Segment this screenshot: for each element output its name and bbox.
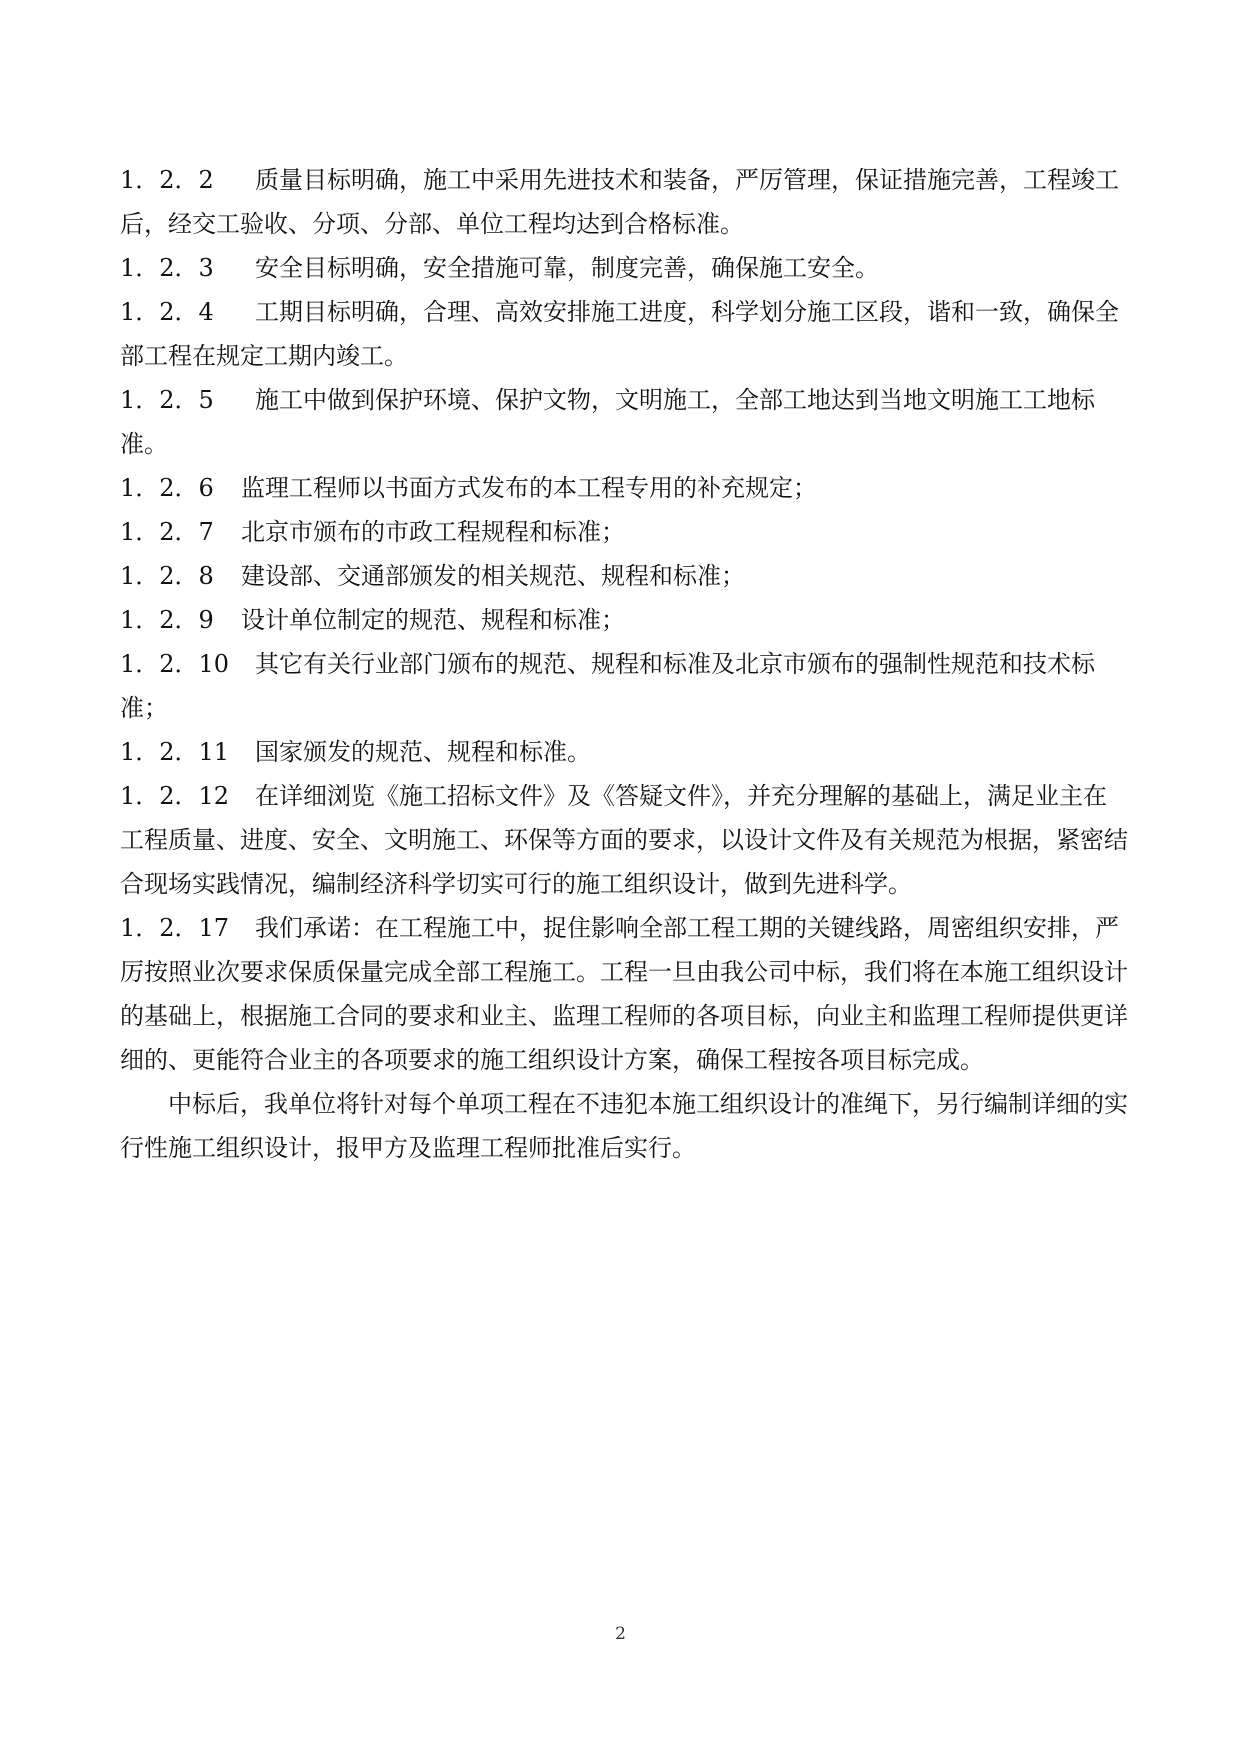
item-number: 1．2．10 xyxy=(120,650,230,678)
item-number: 1．2．12 xyxy=(120,782,230,810)
item-number: 1．2．8 xyxy=(120,562,214,590)
list-item-1-2-10 xyxy=(120,642,1130,730)
list-item-1-2-4 xyxy=(120,290,1130,378)
item-text: 设计单位制定的规范、规程和标准； xyxy=(241,606,625,634)
item-text: 工期目标明确，合理、高效安排施工进度，科学划分施工区段，谐和一致，确保全部工程在规定工期内竣工。 xyxy=(120,298,1119,370)
list-item-1-2-12 xyxy=(120,774,1130,906)
list-item-1-2-7 xyxy=(120,510,1130,554)
item-text: 建设部、交通部颁发的相关规范、规程和标准； xyxy=(241,562,745,590)
item-text: 在详细浏览《施工招标文件》及《答疑文件》，并充分理解的基础上，满足业主在工程质量、进度、安全、文明施工、环保等方面的要求，以设计文件及有关规范为根据，紧密结合现场实践情况，编制经济科学切实可行的施工组织设计，做到先进科学。 xyxy=(120,782,1128,898)
item-number: 1．2．3 xyxy=(120,254,214,282)
item-number: 1．2．5 xyxy=(120,386,214,414)
item-number: 1．2．4 xyxy=(120,298,214,326)
item-number: 1．2．6 xyxy=(120,474,214,502)
list-item-1-2-2 xyxy=(120,158,1130,246)
item-number: 1．2．7 xyxy=(120,518,214,546)
item-text: 我们承诺：在工程施工中，捉住影响全部工程工期的关键线路，周密组织安排，严厉按照业次要求保质保量完成全部工程施工。工程一旦由我公司中标，我们将在本施工组织设计的基础上，根据施工合同的要求和业主、监理工程师的各项目标，向业主和监理工程师提供更详细的、更能符合业主的各项要求的施工组织设计方案，确保工程按各项目标完成。 xyxy=(120,914,1128,1074)
item-number: 1．2．11 xyxy=(120,738,230,766)
item-number: 1．2．9 xyxy=(120,606,214,634)
list-item-1-2-6 xyxy=(120,466,1130,510)
document-body xyxy=(120,158,1130,1170)
item-number: 1．2．2 xyxy=(120,166,214,194)
list-item-1-2-11 xyxy=(120,730,1130,774)
item-text: 其它有关行业部门颁布的规范、规程和标准及北京市颁布的强制性规范和技术标准； xyxy=(120,650,1095,722)
item-text: 北京市颁布的市政工程规程和标准； xyxy=(241,518,625,546)
list-item-1-2-3 xyxy=(120,246,1130,290)
list-item-1-2-5 xyxy=(120,378,1130,466)
list-item-1-2-8 xyxy=(120,554,1130,598)
item-text: 安全目标明确，安全措施可靠，制度完善，确保施工安全。 xyxy=(255,254,879,282)
page-number: 2 xyxy=(615,1624,626,1644)
item-text: 国家颁发的规范、规程和标准。 xyxy=(255,738,591,766)
item-text: 施工中做到保护环境、保护文物，文明施工，全部工地达到当地文明施工工地标准。 xyxy=(120,386,1095,458)
list-item-1-2-9 xyxy=(120,598,1130,642)
item-number: 1．2．17 xyxy=(120,914,230,942)
list-item-1-2-17 xyxy=(120,906,1130,1082)
item-text: 监理工程师以书面方式发布的本工程专用的补充规定； xyxy=(241,474,817,502)
closing-paragraph: 中标后，我单位将针对每个单项工程在不违犯本施工组织设计的准绳下，另行编制详细的实行性施工组织设计，报甲方及监理工程师批准后实行。 xyxy=(120,1090,1128,1162)
item-text: 质量目标明确，施工中采用先进技术和装备，严厉管理，保证措施完善，工程竣工后，经交工验收、分项、分部、单位工程均达到合格标准。 xyxy=(120,166,1119,238)
